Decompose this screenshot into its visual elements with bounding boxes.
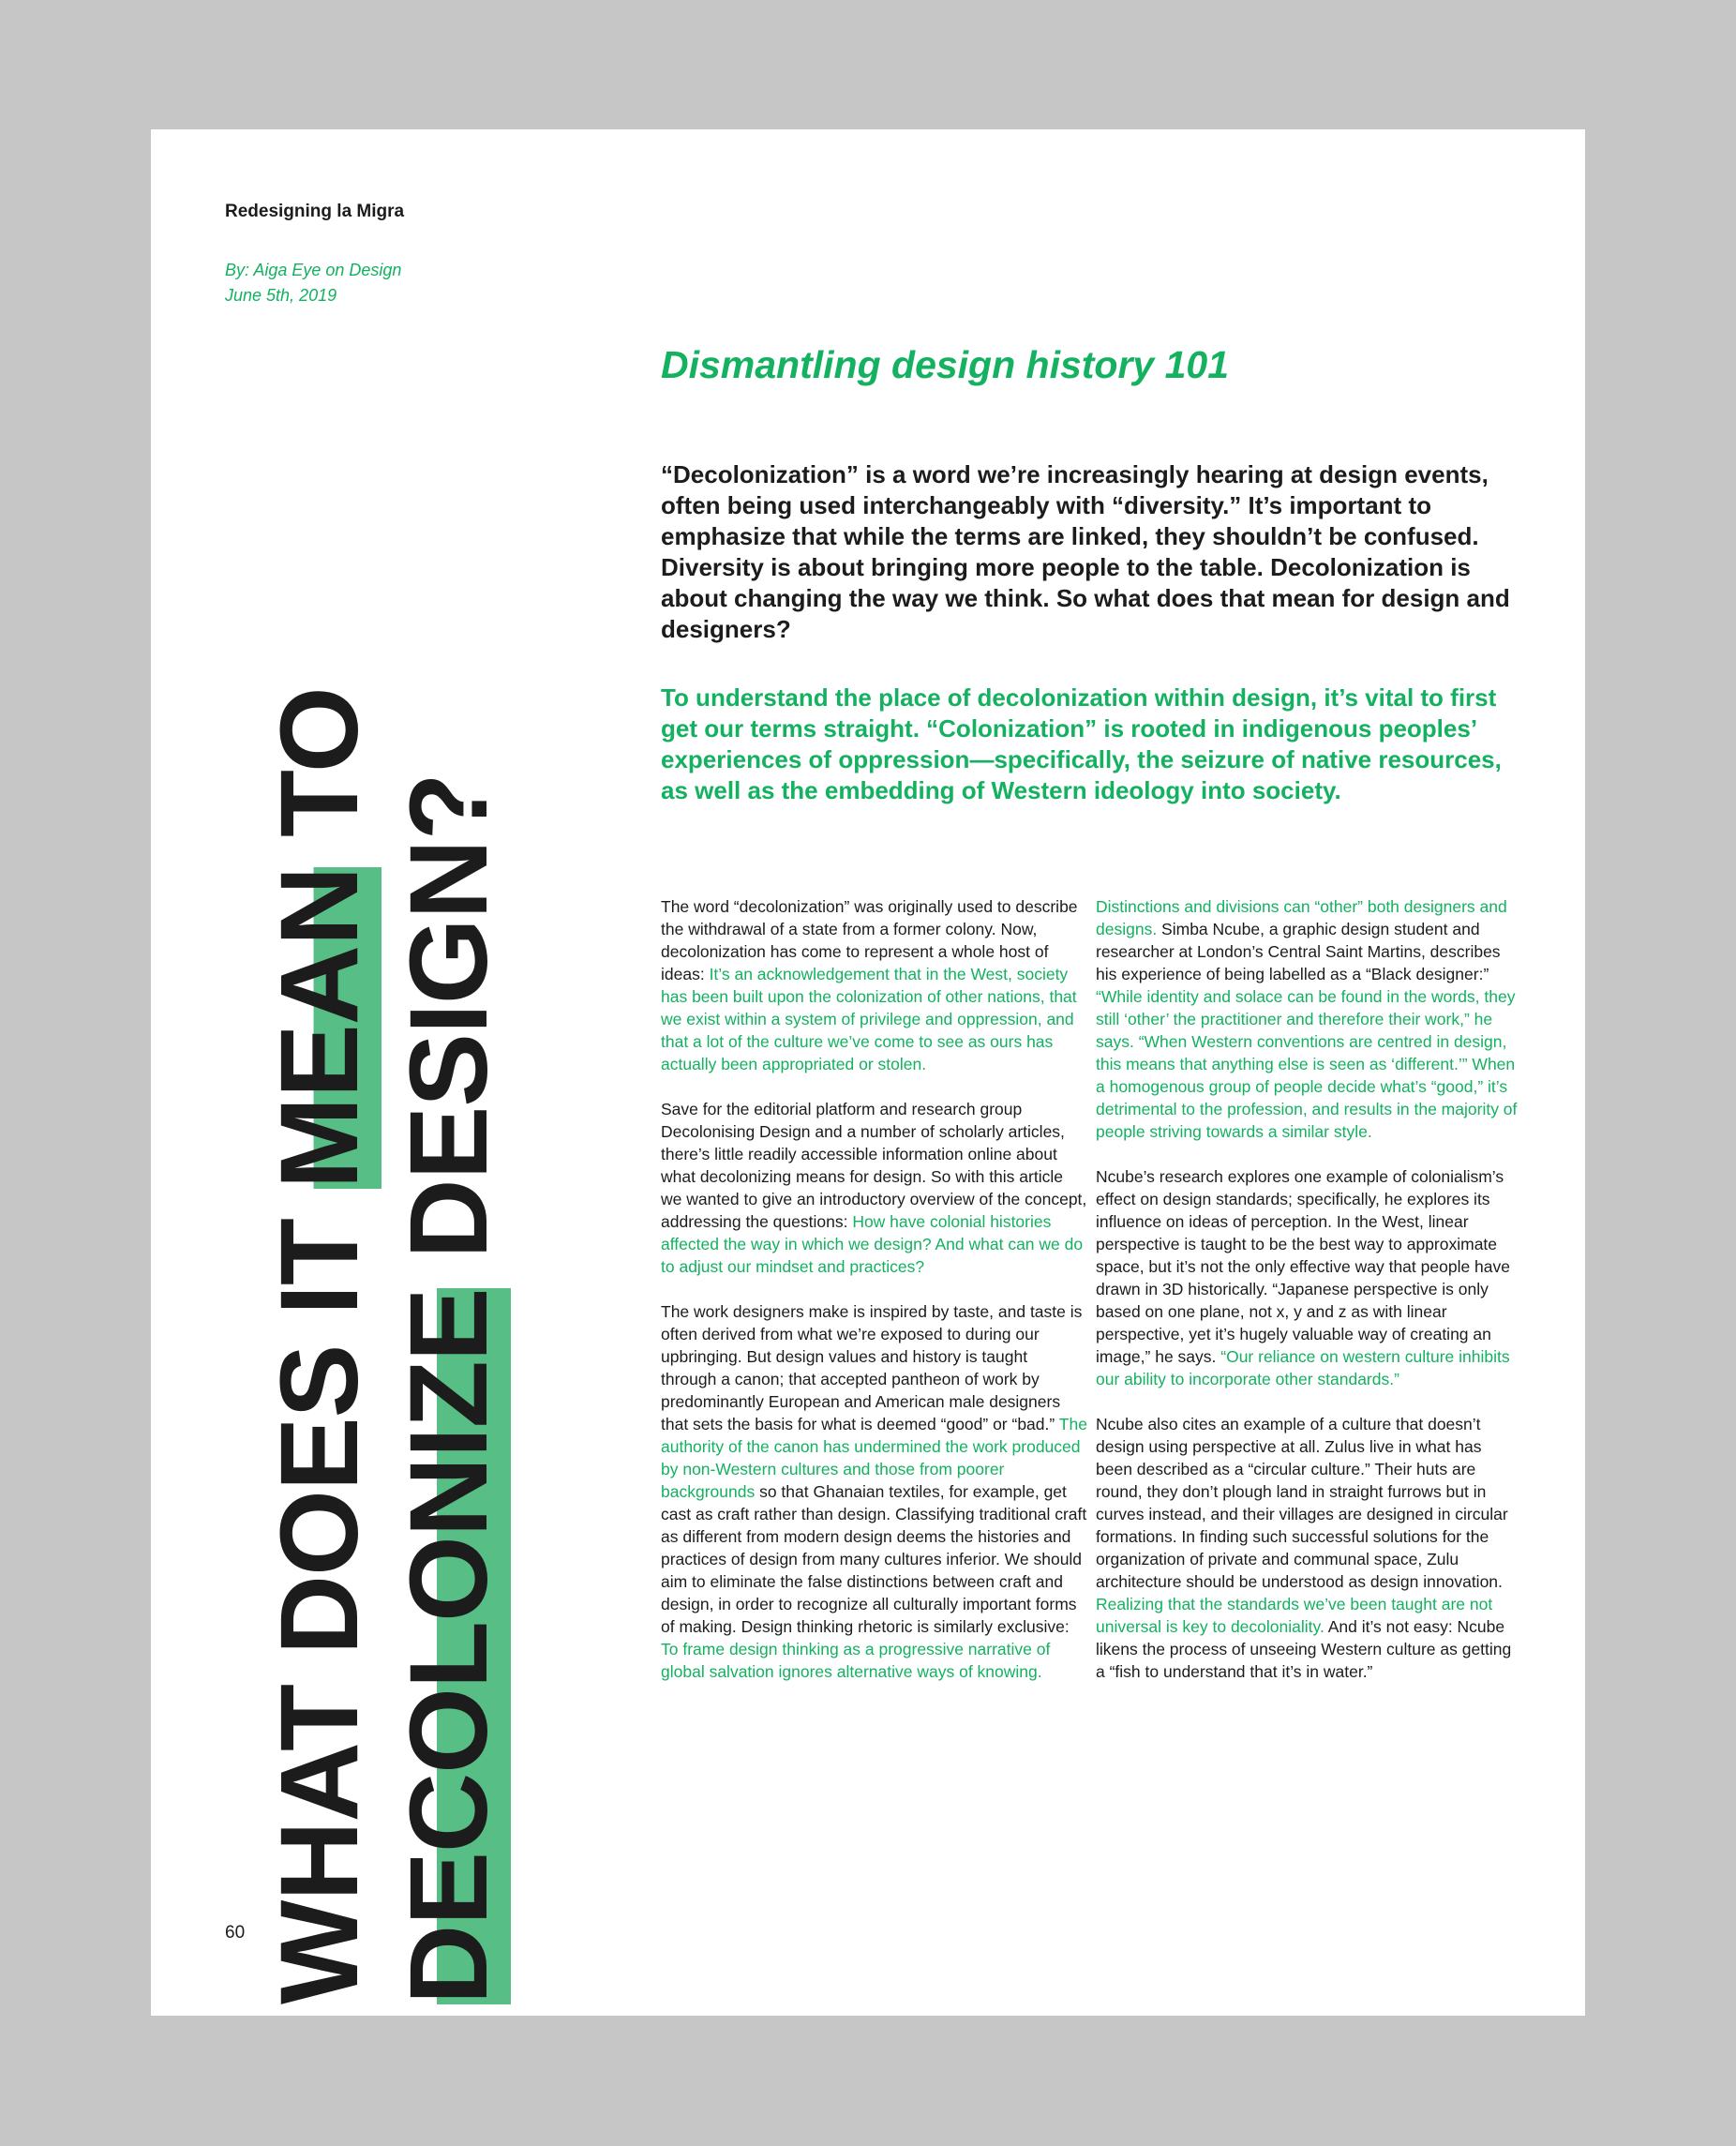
title-line-1-start: WHAT DOES IT [258, 1189, 382, 2004]
title-line-1-end: TO [258, 687, 382, 867]
byline: By: Aiga Eye on Design [225, 261, 402, 279]
page-number: 60 [225, 1923, 246, 1943]
body-paragraph [1096, 1165, 1522, 1390]
vertical-title [255, 687, 514, 2004]
body-text: And it’s not easy: Ncube likens the process of unseeing Western culture as getting a “fish to understand that it’s in water.” [1096, 1617, 1512, 1681]
byline-block [225, 258, 401, 308]
body-paragraph [661, 1300, 1087, 1683]
body-text: The work designers make is inspired by taste, and taste is often derived from what we’re exposed to during our upbringing. But design values and history is taught through a canon; that accepted pantheon of work by predominantly European and American male designers that sets the basis for what is deemed “good” or “bad.” [661, 1302, 1083, 1433]
title-highlight-decolonize: DECOLONIZE [387, 1288, 511, 2004]
publish-date: June 5th, 2019 [225, 286, 337, 305]
highlighted-text: “While identity and solace can be found in the words, they still ‘other’ the practitioner and therefore their work,” he says. “When Western conventions are centred in design, this means that anything else is seen as ‘different.’” When a homogenous group of people decide what’s “good,” it’s detrimental to the profession, and results in the majority of people striving towards a similar style. [1096, 987, 1518, 1141]
highlighted-text: It’s an acknowledgement that in the West, society has been built upon the colonization of other nations, that we exist within a system of privilege and oppression, and that a lot of the culture we’ve come to see as ours has actually been appropriated or stolen. [661, 965, 1077, 1073]
body-column-2 [1096, 895, 1522, 1705]
title-line-2-end: DESIGN? [387, 773, 511, 1289]
title-line-1 [255, 687, 384, 2004]
lead-paragraph: “Decolonization” is a word we’re increasingly hearing at design events, often being used interchangeably with “diversity.” It’s important to emphasize that while the terms are linked, they shouldn’t be confused. Diversity is about bringing more people to the table. Decolonization is about changing the way we think. So what does that mean for design and designers? [661, 460, 1510, 643]
body-text: Simba Ncube, a graphic design student and researcher at London’s Central Saint Martins, describes his experience of being labelled as a “Black designer:” [1096, 920, 1501, 983]
body-text: Save for the editorial platform and research group Decolonising Design and a number of scholarly articles, there’s little readily accessible information online about what decolonizing means for design. So with this article we wanted to give an introductory overview of the concept, addressing the questions: [661, 1100, 1087, 1231]
body-paragraph [1096, 1413, 1522, 1683]
highlighted-text: “Our reliance on western culture inhibits our ability to incorporate other standards.” [1096, 1347, 1510, 1388]
highlighted-text: To frame design thinking as a progressive narrative of global salvation ignores alternative ways of knowing. [661, 1640, 1051, 1681]
body-paragraph [661, 1098, 1087, 1278]
title-highlight-mean: MEAN [258, 866, 382, 1190]
highlighted-text: Distinctions and divisions can “other” both designers and designs. [1096, 897, 1507, 938]
kicker-heading: Dismantling design history 101 [661, 343, 1230, 386]
title-line-2 [384, 687, 514, 2004]
body-paragraph [661, 895, 1087, 1075]
body-text: Ncube’s research explores one example of colonialism’s effect on design standards; specifically, he explores its influence on ideas of perception. In the West, linear perspective is taught to be the best way to approximate space, but it’s not the only effective way that people have drawn in 3D historically. “Japanese perspective is only based on one plane, not x, y and z as with linear perspective, yet it’s hugely valuable way of creating an image,” he says. [1096, 1167, 1511, 1366]
magazine-page [151, 129, 1585, 2016]
body-text: The word “decolonization” was originally used to describe the withdrawal of a state from a former colony. Now, decolonization has come to represent a whole host of ideas: [661, 897, 1078, 983]
highlighted-text: Realizing that the standards we’ve been taught are not universal is key to decoloniality. [1096, 1595, 1493, 1636]
highlighted-text: The authority of the canon has undermined the work produced by non-Western cultures and those from poorer backgrounds [661, 1415, 1087, 1501]
highlighted-text: How have colonial histories affected the way in which we design? And what can we do to adjust our mindset and practices? [661, 1212, 1084, 1276]
running-head: Redesigning la Migra [225, 202, 405, 221]
body-column-1 [661, 895, 1087, 1705]
body-paragraph [1096, 895, 1522, 1143]
body-text: so that Ghanaian textiles, for example, get cast as craft rather than design. Classifying traditional craft as different from modern design deems the histories and practices of design from many cultures inferior. We should aim to eliminate the false distinctions between craft and design, in order to recognize all culturally important forms of making. Design thinking rhetoric is similarly exclusive: [661, 1482, 1087, 1636]
body-text: Ncube also cites an example of a culture that doesn’t design using perspective at all. Zulus live in what has been described as a “circular culture.” Their huts are round, they don’t plough land in straight furrows but in curves instead, and their villages are designed in circular formations. In finding such successful solutions for the organization of private and communal space, Zulu architecture should be understood as design innovation. [1096, 1415, 1508, 1591]
lead-paragraph-green: To understand the place of decolonization within design, it’s vital to first get our terms straight. “Colonization” is rooted in indigenous peoples’ experiences of oppression—specifically, the seizure of native resources, as well as the embedding of Western ideology into society. [661, 683, 1502, 804]
